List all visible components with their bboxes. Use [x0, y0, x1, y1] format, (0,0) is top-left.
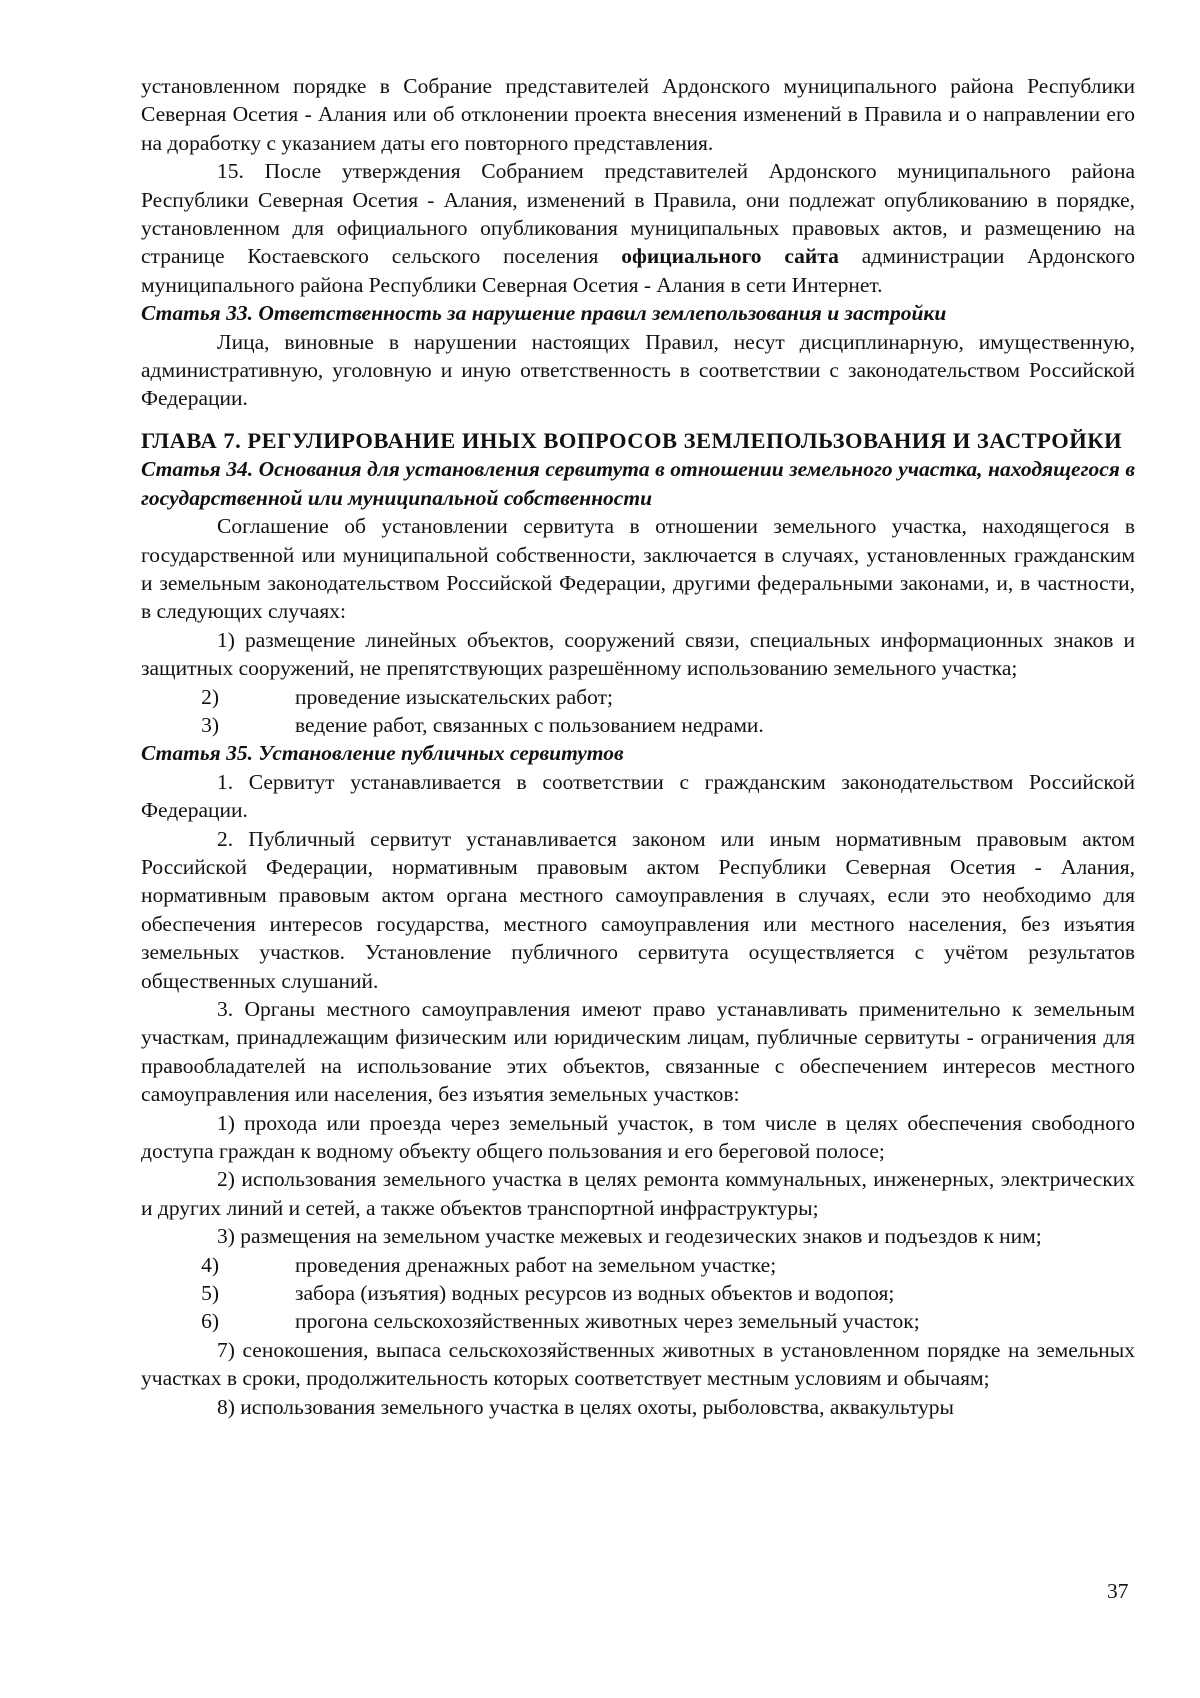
list-item: [141, 1307, 1135, 1335]
bold-text: официального сайта: [621, 244, 839, 269]
list-item: [141, 1251, 1135, 1279]
list-item: 1) прохода или проезда через земельный участок, в том числе в целях обеспечения свободного доступа граждан к водному объекту общего пользования и его береговой полосе;: [141, 1110, 1135, 1164]
list-number: 6): [201, 1309, 219, 1334]
list-item: [141, 711, 1135, 739]
paragraph: 2. Публичный сервитут устанавливается законом или иным нормативным правовым актом Российской Федерации, нормативным правовым актом Республики Северная Осетия - Алания, нормативным правовым актом органа местного самоуправления в случаях, если это необходимо для обеспечения интересов государства, местного самоуправления или местного населения, без изъятия земельных участков. Установление публичного сервитута осуществляется с учётом результатов общественных слушаний.: [141, 826, 1135, 993]
chapter-7-title: ГЛАВА 7. РЕГУЛИРОВАНИЕ ИНЫХ ВОПРОСОВ ЗЕМЛЕПОЛЬЗОВАНИЯ И ЗАСТРОЙКИ: [141, 427, 1123, 453]
list-item: 1) размещение линейных объектов, сооружений связи, специальных информационных знаков и защитных сооружений, не препятствующих разрешённому использованию земельного участка;: [141, 627, 1135, 681]
article-34-title: Статья 34. Основания для установления сервитута в отношении земельного участка, находящегося в государственной или муниципальной собственности: [141, 457, 1135, 510]
paragraph: установленном порядке в Собрание представителей Ардонского муниципального района Республики Северная Осетия - Алания или об отклонении проекта внесения изменений в Правила и о направлении его на доработку с указанием даты его повторного представления.: [141, 74, 1135, 155]
list-item: 8) использования земельного участка в целях охоты, рыболовства, аквакультуры: [217, 1394, 954, 1419]
list-number: 4): [201, 1252, 219, 1277]
page-number: 37: [1107, 1579, 1129, 1603]
paragraph: 1. Сервитут устанавливается в соответствии с гражданским законодательством Российской Федерации.: [141, 769, 1135, 823]
list-number: 2): [201, 684, 219, 709]
list-item: 7) сенокошения, выпаса сельскохозяйственных животных в установленном порядке на земельных участках в сроки, продолжительность которых соответствует местным условиям и обычаям;: [141, 1337, 1135, 1391]
paragraph-15: [141, 157, 1135, 299]
paragraph: 3. Органы местного самоуправления имеют право устанавливать применительно к земельным участкам, принадлежащим физическим или юридическим лицам, публичные сервитуты - ограничения для правообладателей на использование этих объектов, связанные с обеспечением интересов местного самоуправления или населения, без изъятия земельных участков:: [141, 997, 1135, 1107]
article-33-text: Лица, виновные в нарушении настоящих Правил, несут дисциплинарную, имущественную, административную, уголовную и иную ответственность в соответствии с законодательством Российской Федерации.: [141, 329, 1135, 411]
document-page: [141, 72, 1135, 1421]
list-item: 2) использования земельного участка в целях ремонта коммунальных, инженерных, электрических и других линий и сетей, а также объектов транспортной инфраструктуры;: [141, 1167, 1135, 1220]
list-item: [141, 1279, 1135, 1307]
article-33-title: Статья 33. Ответственность за нарушение правил землепользования и застройки: [141, 301, 947, 326]
list-text: проведения дренажных работ на земельном участке;: [295, 1252, 777, 1277]
list-number: 5): [201, 1281, 219, 1306]
list-item: [141, 683, 1135, 711]
list-number: 3): [201, 712, 219, 737]
paragraph-text: администрации Ардонского муниципального района Республики Северная Осетия - Алания в сети Интернет.: [141, 244, 1136, 297]
list-text: ведение работ, связанных с пользованием недрами.: [295, 712, 764, 737]
list-text: забора (изъятия) водных ресурсов из водных объектов и водопоя;: [295, 1281, 895, 1306]
list-text: проведение изыскательских работ;: [295, 684, 613, 709]
article-35-title: Статья 35. Установление публичных сервитутов: [141, 741, 624, 766]
article-34-text: Соглашение об установлении сервитута в отношении земельного участка, находящегося в государственной или муниципальной собственности, заключается в случаях, установленных гражданским и земельным законодательством Российской Федерации, другими федеральными законами, и, в частности, в следующих случаях:: [141, 514, 1135, 624]
list-text: прогона сельскохозяйственных животных через земельный участок;: [295, 1309, 920, 1334]
paragraph-text: 15. После утверждения Собранием представителей Ардонского муниципального района Республики Северная Осетия - Алания, изменений в Правила, они подлежат опубликованию в порядке, установленном для официального опубликования муниципальных правовых актов, и размещению на странице Костаевского сельского поселения: [141, 159, 1135, 269]
list-item: 3) размещения на земельном участке межевых и геодезических знаков и подъездов к ним;: [217, 1224, 1042, 1249]
